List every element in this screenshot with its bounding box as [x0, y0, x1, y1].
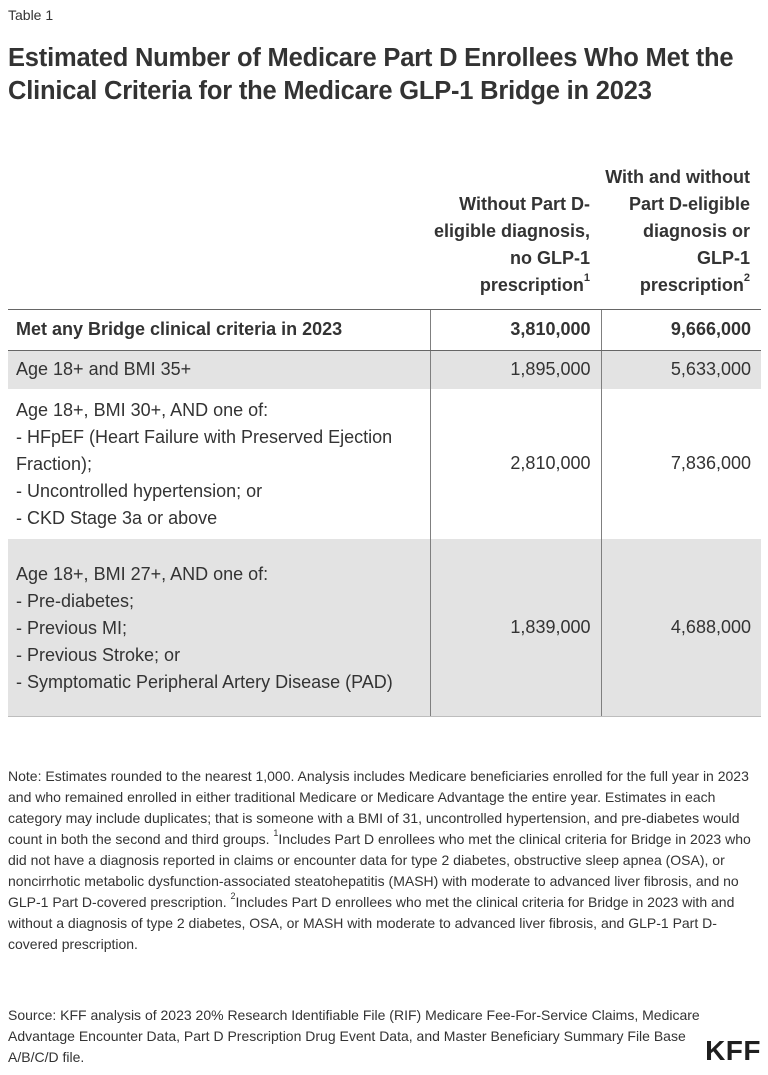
table-row: [8, 389, 761, 539]
row-label-line: - Uncontrolled hypertension; or: [16, 481, 263, 501]
column-header-with-and-without-diagnosis: [601, 146, 761, 309]
value-cell: 9,666,000: [601, 309, 761, 350]
table-row: [8, 350, 761, 389]
kff-logo: KFF: [705, 1035, 761, 1066]
footnote-2-text: Includes Part D enrollees who met the clinical criteria for Bridge in 2023 with and without a diagnosis of type 2 diabetes, OSA, or MASH with moderate to advanced liver fibrosis, and GLP-1 Part D-covered prescription.: [8, 894, 735, 952]
value-cell: 3,810,000: [430, 309, 601, 350]
row-label-line: Age 18+ and BMI 35+: [16, 359, 192, 379]
table-label: Table 1: [8, 7, 54, 23]
footnote-marker: 1: [583, 271, 590, 284]
row-label-line: - Previous MI;: [16, 617, 128, 638]
footnote-marker: 2: [230, 891, 236, 902]
value-cell: 1,895,000: [430, 350, 601, 389]
column-header-text: Without Part D-eligible diagnosis, no GLP-1 prescription: [433, 193, 590, 295]
note-text: Note: Estimates rounded to the nearest 1,000. Analysis includes Medicare beneficiaries enrolled for the full year in 2023 and who remained enrolled in either traditional Medicare or Medicare Advantage the entire year. Estimates in each category may include duplicates; that is someone with a BMI of 31, uncontrolled hypertension, and pre-diabetes would count in both the second and third groups.: [8, 768, 749, 847]
table-title: Estimated Number of Medicare Part D Enrollees Who Met the Clinical Criteria for the Medicare GLP-1 Bridge in 2023: [8, 44, 734, 105]
row-label-line: - Pre-diabetes;: [16, 590, 135, 611]
value-cell: 4,688,000: [601, 539, 761, 717]
footnote-marker: 2: [743, 271, 750, 284]
value-cell: 1,839,000: [430, 539, 601, 717]
row-label: [8, 309, 430, 350]
value-cell: 7,836,000: [601, 389, 761, 539]
row-label-line: Age 18+, BMI 30+, AND one of:: [16, 400, 269, 420]
source-note: Source: KFF analysis of 2023 20% Research Identifiable File (RIF) Medicare Fee-For-Service Claims, Medicare Advantage Encounter Data, Part D Prescription Drug Event Data, and Master Beneficiary Summary File Base A/B/C/D file.: [8, 1007, 700, 1065]
table-row-total: [8, 309, 761, 350]
row-label-line: - Previous Stroke; or: [16, 644, 181, 665]
footnote-marker: 1: [273, 828, 279, 839]
row-label-line: - CKD Stage 3a or above: [16, 508, 218, 528]
value-cell: 5,633,000: [601, 350, 761, 389]
row-label-line: - Symptomatic Peripheral Artery Disease (PAD): [16, 671, 393, 692]
row-label-line: Age 18+, BMI 27+, AND one of:: [16, 563, 269, 584]
footnote-1-text: Includes Part D enrollees who met the clinical criteria for Bridge in 2023 who did not have a diagnosis reported in claims or encounter data for type 2 diabetes, obstructive sleep apnea (OSA), or noncirrhotic metabolic dysfunction-associated steatohepatitis (MASH) with moderate to advanced liver fibrosis, and no GLP-1 Part D-covered prescription.: [8, 831, 751, 910]
table-header-row: [8, 146, 761, 309]
row-label: [8, 350, 430, 389]
row-label: [8, 389, 430, 539]
value-cell: 2,810,000: [430, 389, 601, 539]
column-header-text: With and without Part D-eligible diagnosis or GLP-1 prescription: [605, 166, 750, 295]
row-label-line: - HFpEF (Heart Failure with Preserved Ejection Fraction);: [16, 427, 393, 474]
table-row: [8, 539, 761, 717]
row-label: [8, 539, 430, 717]
header-blank-cell: [8, 146, 430, 309]
column-header-without-diagnosis: [430, 146, 601, 309]
enrollees-table: [8, 146, 761, 717]
row-label-line: Met any Bridge clinical criteria in 2023: [16, 319, 343, 339]
table-note: [8, 766, 760, 955]
